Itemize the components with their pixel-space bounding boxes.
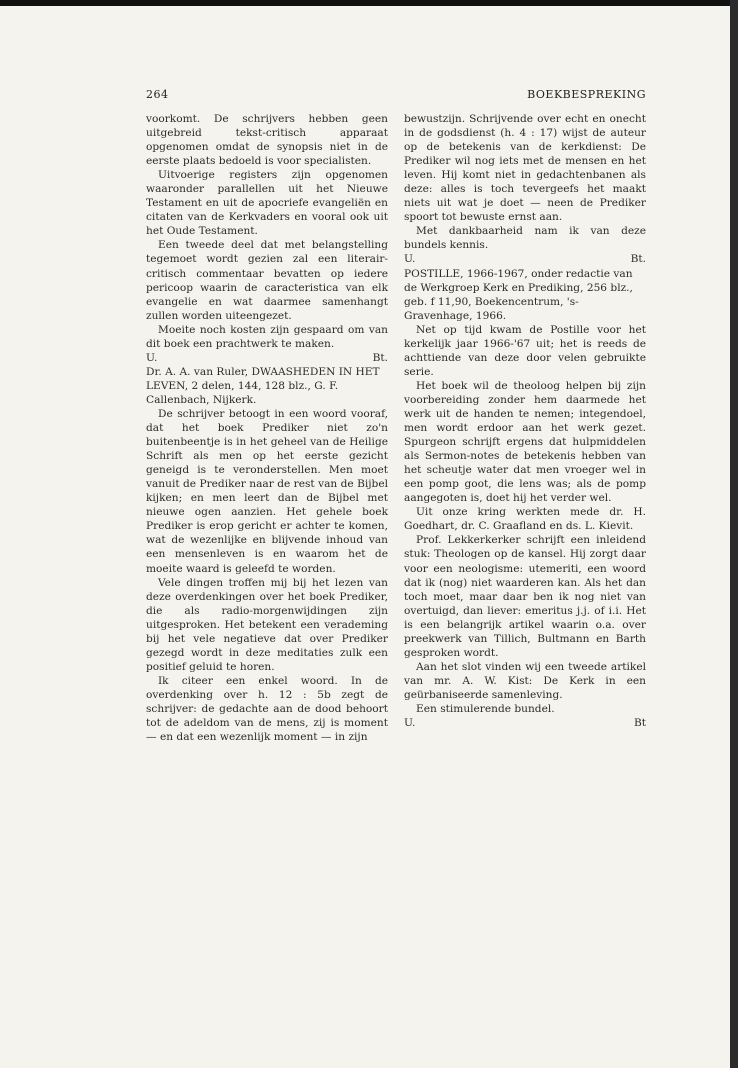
paragraph: Een stimulerende bundel. — [416, 702, 555, 715]
book-citation: Dr. A. A. van Ruler, DWAASHEDEN IN HET LEVEN, 2 delen, 144, 128 blz., G. F. Callenbach, Nijkerk. — [146, 365, 380, 406]
page-number: 264 — [146, 88, 169, 101]
reviewer-signature — [404, 716, 646, 730]
signature-initial: U. — [404, 717, 416, 730]
paragraph: Prof. Lekkerkerker schrijft een inleidend stuk: Theologen op de kansel. Hij zorgt daar voor een neologisme: utemeriti, een woord dat ik (nog) niet waarderen kan. Als het dan toch moet, maar daar ben ik nog niet van overtuigd, dan liever: emeritus j.j. of i.i. Het is een belangrijk artikel waarin o.a. over preekwerk van Tillich, Bultmann en Barth gesproken wordt. — [404, 534, 646, 659]
running-title: BOEKBESPREKING — [527, 88, 646, 101]
reviewer-signature — [146, 351, 388, 365]
paragraph: Het boek wil de theoloog helpen bij zijn voorbereiding zonder hem daarmede het werk uit de handen te nemen; integendoel, men wordt erdoor aan het werk gezet. Spurgeon schrijft ergens dat hulpmiddelen als Sermon-notes de betekenis hebben van het scheutje water dat men vroeger wel in een pomp goot, die lens was; als de pomp aangegoten is, doet hij het verder wel. — [404, 379, 646, 505]
paragraph: Vele dingen troffen mij bij het lezen van deze overdenkingen over het boek Prediker, die als radio-morgenwijdingen zijn uitgesproken. Het betekent een verademing bij het vele negatieve dat over Prediker gezegd wordt in deze meditaties zulk een positief geluid te horen. — [146, 576, 388, 673]
paragraph: Uitvoerige registers zijn opgenomen waaronder parallellen uit het Nieuwe Testament en uit de apocriefe evangeliën en citaten van de Kerkvaders en vooral ook uit het Oude Testament. — [146, 169, 388, 238]
paragraph: De schrijver betoogt in een woord vooraf, dat het boek Prediker niet zo'n buitenbeentje is in het geheel van de Heilige Schrift als men op het eerste gezicht geneigd is te veronderstellen. Men moet vanuit de Prediker naar de rest van de Bijbel kijken; en men leert dan de Bijbel met nieuwe ogen aanzien. Het gehele boek Prediker is erop gericht er achter te komen, wat de wezenlijke en blijvende inhoud van een mensenleven is en waarom het de moeite waard is geleefd te worden. — [146, 407, 388, 575]
paragraph: Uit onze kring werkten mede dr. H. Goedhart, dr. C. Graafland en ds. L. Kievit. — [404, 506, 646, 533]
paragraph: Moeite noch kosten zijn gespaard om van dit boek een prachtwerk te maken. — [146, 323, 388, 350]
paragraph: bewustzijn. Schrijvende over echt en onecht in de godsdienst (h. 4 : 17) wijst de auteur op de betekenis van de kerkdienst: De Prediker wil nog iets met de mensen en het leven. Hij komt niet in gedachtenbanen als deze: alles is toch tevergeefs het maakt niets uit wat je doet — neen de Prediker spoort tot bewuste ernst aan. — [404, 113, 646, 224]
signature-name: Bt. — [372, 351, 388, 364]
right-column — [404, 112, 646, 730]
paragraph: Een tweede deel dat met belangstelling tegemoet wordt gezien zal een literair-critisch commentaar bevatten op iedere pericoop waarin de caracteristica van elk evangelie en wat daarmee samenhangt zullen worden uiteengezet. — [146, 239, 388, 322]
signature-name: Bt. — [630, 253, 646, 266]
signature-initial: U. — [404, 253, 416, 266]
paragraph: Net op tijd kwam de Postille voor het kerkelijk jaar 1966-'67 uit; het is reeds de achttiende van deze door velen gebruikte serie. — [404, 323, 646, 378]
signature-initial: U. — [146, 351, 158, 364]
paragraph: voorkomt. De schrijvers hebben geen uitgebreid tekst-critisch apparaat opgenomen omdat de synopsis niet in de eerste plaats bedoeld is voor specialisten. — [146, 113, 388, 168]
paragraph: Ik citeer een enkel woord. In de overdenking over h. 12 : 5b zegt de schrijver: de gedachte aan de dood behoort tot de adeldom van de mens, zij is moment — en dat een wezenlijk moment — in zijn — [146, 674, 388, 744]
left-column — [146, 112, 388, 744]
scan-top-border — [0, 0, 738, 6]
book-citation: POSTILLE, 1966-1967, onder redactie van de Werkgroep Kerk en Prediking, 256 blz., geb. f 11,90, Boekencentrum, 's-Gravenhage, 1966. — [404, 267, 633, 322]
signature-name: Bt — [633, 717, 646, 730]
reviewer-signature — [404, 252, 646, 266]
paragraph: Aan het slot vinden wij een tweede artikel van mr. A. W. Kist: De Kerk in een geürbaniseerde samenleving. — [404, 660, 646, 701]
scan-right-border — [730, 0, 738, 1068]
paragraph: Met dankbaarheid nam ik van deze bundels kennis. — [404, 225, 646, 252]
